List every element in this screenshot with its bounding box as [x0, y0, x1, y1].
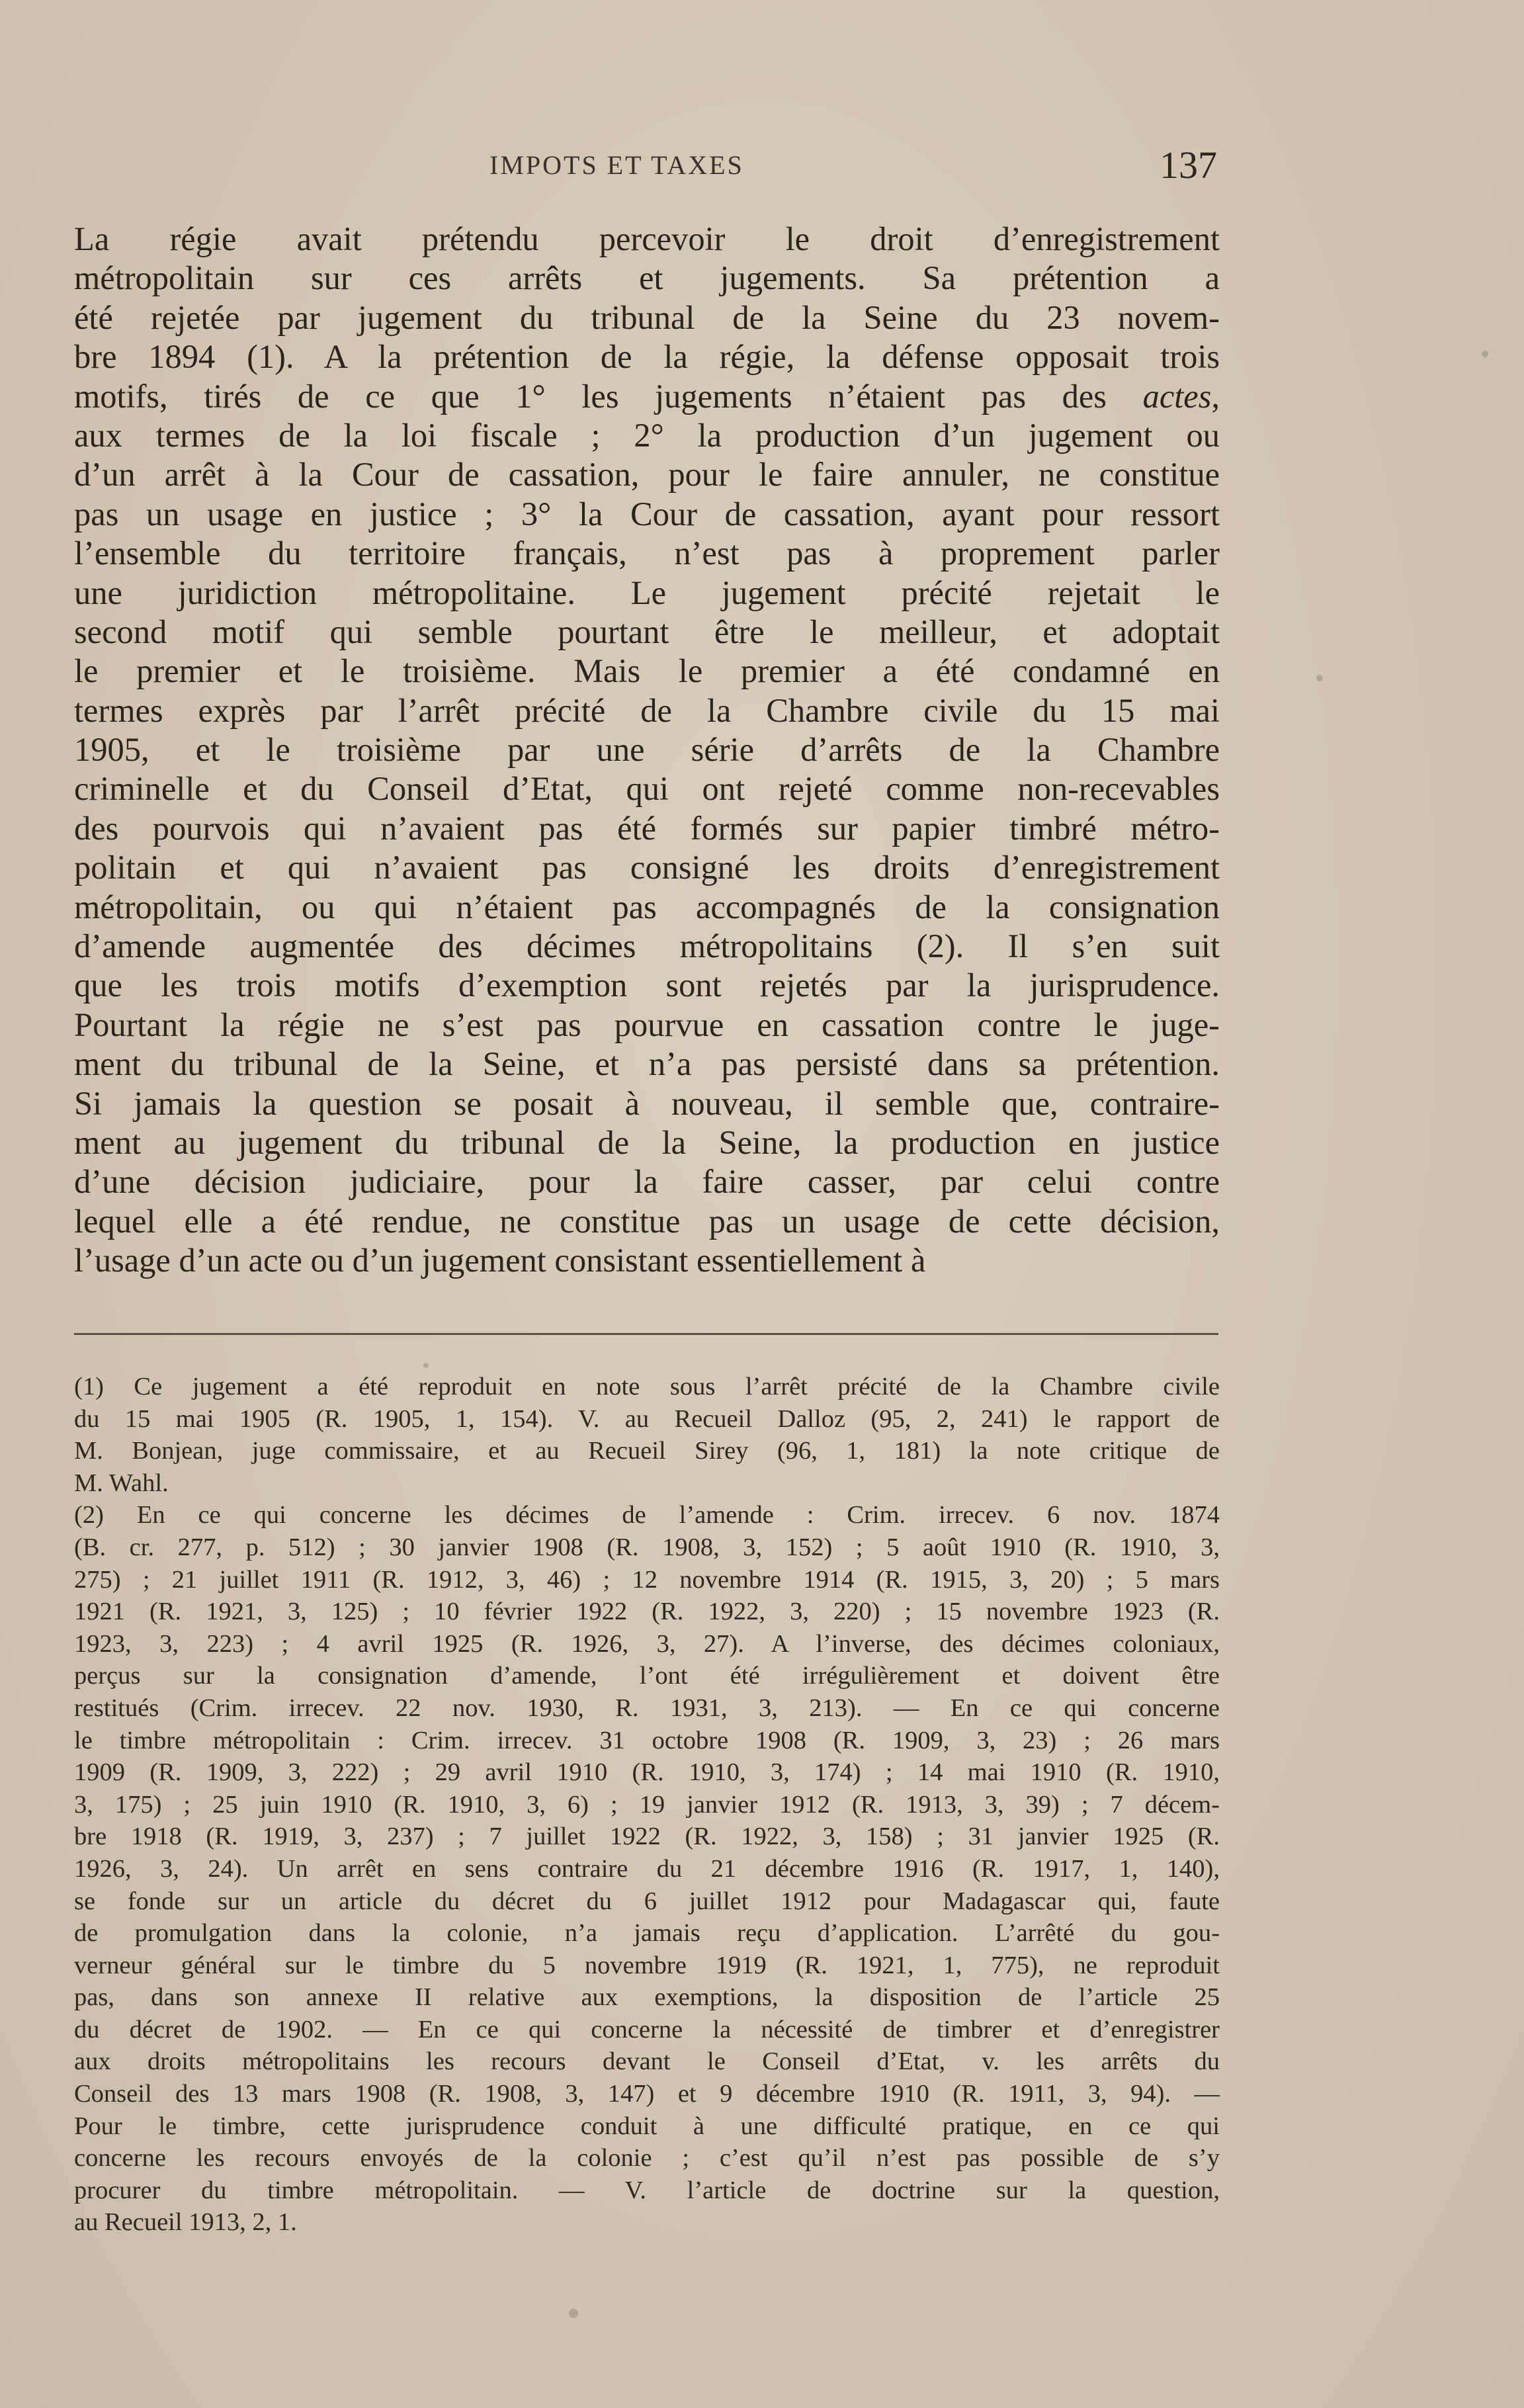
footnote-line: concerne les recours envoyés de la colonie ; c’est qu’il n’est pas possible de s’y [74, 2144, 1220, 2172]
body-line: pas un usage en justice ; 3° la Cour de cassation, ayant pour ressort [74, 495, 1220, 533]
body-line: motifs, tirés de ce que 1° les jugements n’étaient pas des actes, [74, 377, 1220, 415]
footnote-line: M. Wahl. [74, 1469, 169, 1497]
footnote-line: du 15 mai 1905 (R. 1905, 1, 154). V. au Recueil Dalloz (95, 2, 241) le rapport de [74, 1404, 1220, 1433]
footnote-line: procurer du timbre métropolitain. — V. l’article de doctrine sur la question, [74, 2176, 1220, 2204]
paper-speck [569, 2309, 578, 2318]
body-line: lequel elle a été rendue, ne constitue pas un usage de cette décision, [74, 1202, 1220, 1240]
footnote-line: au Recueil 1913, 2, 1. [74, 2208, 297, 2237]
body-line: métropolitain, ou qui n’étaient pas accompagnés de la consignation [74, 888, 1220, 925]
body-line: La régie avait prétendu percevoir le droit d’enregistrement [74, 220, 1220, 257]
body-line: des pourvois qui n’avaient pas été formés sur papier timbré métro- [74, 809, 1220, 847]
paper-speck [423, 1363, 429, 1368]
body-line: été rejetée par jugement du tribunal de la Seine du 23 novem- [74, 298, 1220, 336]
footnote-line: Conseil des 13 mars 1908 (R. 1908, 3, 147) et 9 décembre 1910 (R. 1911, 3, 94). — [74, 2080, 1220, 2108]
body-line: ment du tribunal de la Seine, et n’a pas persisté dans sa prétention. [74, 1045, 1220, 1083]
footnote-line: (1) Ce jugement a été reproduit en note sous l’arrêt précité de la Chambre civile [74, 1373, 1220, 1400]
header-title: IMPOTS ET TAXES [489, 150, 744, 180]
footnote-separator [74, 1333, 1218, 1335]
body-line: d’amende augmentée des décimes métropolitains (2). Il s’en suit [74, 927, 1220, 965]
footnote-line: 275) ; 21 juillet 1911 (R. 1912, 3, 46) ; 12 novembre 1914 (R. 1915, 3, 20) ; 5 mars [74, 1565, 1220, 1594]
footnote-line: le timbre métropolitain : Crim. irrecev. 31 octobre 1908 (R. 1909, 3, 23) ; 26 mars [74, 1726, 1220, 1754]
footnote-line: du décret de 1902. — En ce qui concerne la nécessité de timbrer et d’enregistrer [74, 2015, 1220, 2043]
footnotes [74, 1371, 1220, 2239]
body-line: d’une décision judiciaire, pour la faire casser, par celui contre [74, 1163, 1220, 1201]
footnote-line: Pour le timbre, cette jurisprudence conduit à une difficulté pratique, en ce qui [74, 2112, 1220, 2140]
body-line: que les trois motifs d’exemption sont rejetés par la jurisprudence. [74, 967, 1220, 1004]
footnote-line: 3, 175) ; 25 juin 1910 (R. 1910, 3, 6) ; 19 janvier 1912 (R. 1913, 3, 39) ; 7 décem- [74, 1790, 1220, 1819]
footnote-line: de promulgation dans la colonie, n’a jamais reçu d’application. L’arrêté du gou- [74, 1919, 1220, 1948]
footnote-line: (B. cr. 277, p. 512) ; 30 janvier 1908 (R. 1908, 3, 152) ; 5 août 1910 (R. 1910, 3, [74, 1533, 1220, 1561]
footnote-line: verneur général sur le timbre du 5 novembre 1919 (R. 1921, 1, 775), ne reproduit [74, 1951, 1220, 1979]
footnote-line: pas, dans son annexe II relative aux exemptions, la disposition de l’article 25 [74, 1983, 1220, 2012]
body-line: termes exprès par l’arrêt précité de la Chambre civile du 15 mai [74, 691, 1220, 729]
body-line: aux termes de la loi fiscale ; 2° la production d’un jugement ou [74, 416, 1220, 454]
body-line: bre 1894 (1). A la prétention de la régie, la défense opposait trois [74, 338, 1220, 376]
footnote-line: 1923, 3, 223) ; 4 avril 1925 (R. 1926, 3, 27). A l’inverse, des décimes coloniaux, [74, 1629, 1220, 1658]
footnote-line: restitués (Crim. irrecev. 22 nov. 1930, R. 1931, 3, 213). — En ce qui concerne [74, 1694, 1220, 1722]
paper-speck [1482, 351, 1488, 357]
body-line: le premier et le troisième. Mais le premier a été condamné en [74, 652, 1220, 690]
footnote-line: (2) En ce qui concerne les décimes de l’amende : Crim. irrecev. 6 nov. 1874 [74, 1501, 1220, 1529]
footnote-line: aux droits métropolitains les recours devant le Conseil d’Etat, v. les arrêts du [74, 2047, 1220, 2076]
running-head [79, 144, 1217, 193]
body-line: ment au jugement du tribunal de la Seine, la production en justice [74, 1123, 1220, 1161]
footnote-line: M. Bonjean, juge commissaire, et au Recueil Sirey (96, 1, 181) la note critique de [74, 1437, 1220, 1465]
body-line: politain et qui n’avaient pas consigné les droits d’enregistrement [74, 849, 1220, 886]
body-line: une juridiction métropolitaine. Le jugement précité rejetait le [74, 574, 1220, 611]
body-line: 1905, et le troisième par une série d’arrêts de la Chambre [74, 731, 1220, 769]
main-text [74, 220, 1220, 1281]
body-line: criminelle et du Conseil d’Etat, qui ont rejeté comme non-recevables [74, 770, 1220, 808]
body-line: d’un arrêt à la Cour de cassation, pour le faire annuler, ne constitue [74, 456, 1220, 494]
body-line: métropolitain sur ces arrêts et jugements. Sa prétention a [74, 259, 1220, 297]
footnote-line: 1926, 3, 24). Un arrêt en sens contraire du 21 décembre 1916 (R. 1917, 1, 140), [74, 1854, 1220, 1883]
body-line: l’ensemble du territoire français, n’est pas à proprement parler [74, 535, 1220, 572]
body-line: l’usage d’un acte ou d’un jugement consistant essentiellement à [74, 1242, 926, 1279]
body-line: second motif qui semble pourtant être le meilleur, et adoptait [74, 613, 1220, 650]
page-number: 137 [1160, 144, 1217, 187]
footnote-line: perçus sur la consignation d’amende, l’ont été irrégulièrement et doivent être [74, 1662, 1220, 1690]
body-line: Si jamais la question se posait à nouveau, il semble que, contraire- [74, 1084, 1220, 1122]
paper-speck [1316, 675, 1323, 681]
footnote-line: 1909 (R. 1909, 3, 222) ; 29 avril 1910 (R. 1910, 3, 174) ; 14 mai 1910 (R. 1910, [74, 1758, 1220, 1787]
footnote-line: bre 1918 (R. 1919, 3, 237) ; 7 juillet 1922 (R. 1922, 3, 158) ; 31 janvier 1925 (R. [74, 1823, 1220, 1851]
body-line: Pourtant la régie ne s’est pas pourvue en cassation contre le juge- [74, 1006, 1220, 1043]
footnote-line: 1921 (R. 1921, 3, 125) ; 10 février 1922 (R. 1922, 3, 220) ; 15 novembre 1923 (R. [74, 1598, 1220, 1626]
footnote-line: se fonde sur un article du décret du 6 juillet 1912 pour Madagascar qui, faute [74, 1887, 1220, 1915]
